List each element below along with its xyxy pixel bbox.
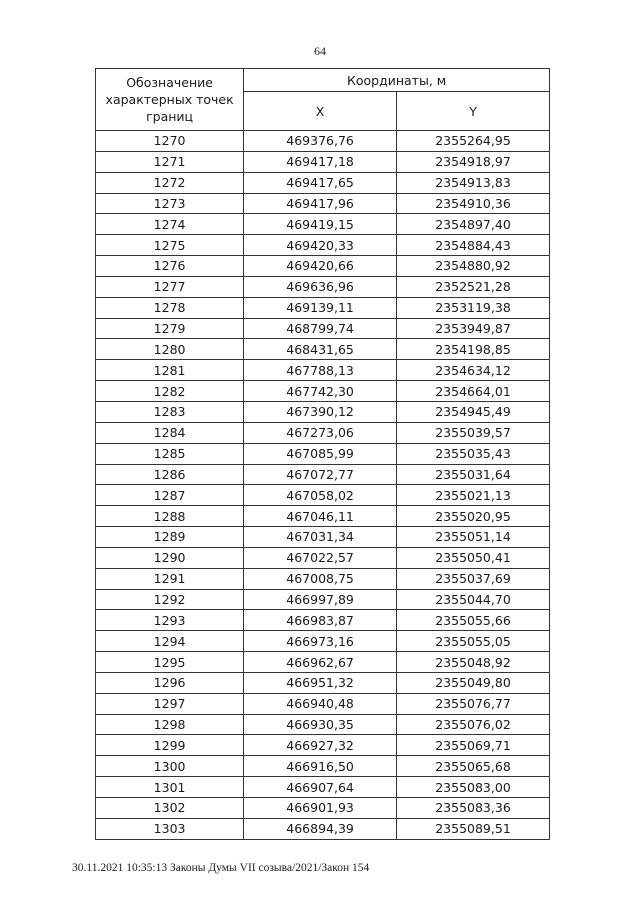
table-row <box>96 172 550 193</box>
cell-point-id: 1299 <box>96 735 244 756</box>
table-row <box>96 193 550 214</box>
table-row <box>96 818 550 839</box>
cell-point-id: 1272 <box>96 172 244 193</box>
cell-x: 468799,74 <box>244 318 397 339</box>
cell-x: 467031,34 <box>244 527 397 548</box>
cell-y: 2355083,00 <box>397 777 550 798</box>
cell-x: 468431,65 <box>244 339 397 360</box>
cell-y: 2355037,69 <box>397 568 550 589</box>
cell-y: 2355020,95 <box>397 506 550 527</box>
cell-point-id: 1297 <box>96 693 244 714</box>
header-coordinates: Координаты, м <box>244 69 550 92</box>
cell-y: 2354897,40 <box>397 214 550 235</box>
cell-y: 2355264,95 <box>397 131 550 152</box>
page-number: 64 <box>314 44 326 58</box>
table-row <box>96 401 550 422</box>
cell-x: 466916,50 <box>244 756 397 777</box>
table-row <box>96 547 550 568</box>
table-row <box>96 256 550 277</box>
cell-x: 469417,65 <box>244 172 397 193</box>
table-row <box>96 756 550 777</box>
cell-x: 467390,12 <box>244 401 397 422</box>
cell-y: 2355083,36 <box>397 798 550 819</box>
header-point-designation: Обозначение характерных точек границ <box>96 69 244 131</box>
cell-y: 2355076,77 <box>397 693 550 714</box>
table-row <box>96 318 550 339</box>
cell-point-id: 1288 <box>96 506 244 527</box>
cell-x: 466962,67 <box>244 652 397 673</box>
cell-y: 2354198,85 <box>397 339 550 360</box>
cell-x: 466930,35 <box>244 714 397 735</box>
cell-y: 2354634,12 <box>397 360 550 381</box>
header-y: Y <box>397 92 550 131</box>
table-row <box>96 672 550 693</box>
cell-x: 466983,87 <box>244 610 397 631</box>
cell-point-id: 1303 <box>96 818 244 839</box>
cell-y: 2353949,87 <box>397 318 550 339</box>
cell-point-id: 1292 <box>96 589 244 610</box>
table-row <box>96 381 550 402</box>
cell-point-id: 1300 <box>96 756 244 777</box>
cell-y: 2355065,68 <box>397 756 550 777</box>
cell-x: 467072,77 <box>244 464 397 485</box>
cell-y: 2355055,05 <box>397 631 550 652</box>
document-footer: 30.11.2021 10:35:13 Законы Думы VII созыва/2021/Закон 154 <box>72 862 370 874</box>
cell-y: 2354945,49 <box>397 401 550 422</box>
cell-y: 2354913,83 <box>397 172 550 193</box>
cell-point-id: 1298 <box>96 714 244 735</box>
cell-y: 2352521,28 <box>397 276 550 297</box>
cell-point-id: 1270 <box>96 131 244 152</box>
cell-point-id: 1275 <box>96 235 244 256</box>
cell-point-id: 1289 <box>96 527 244 548</box>
table-row <box>96 360 550 381</box>
cell-point-id: 1277 <box>96 276 244 297</box>
cell-x: 469419,15 <box>244 214 397 235</box>
cell-point-id: 1274 <box>96 214 244 235</box>
cell-x: 469139,11 <box>244 297 397 318</box>
table-row <box>96 131 550 152</box>
cell-x: 469417,18 <box>244 151 397 172</box>
cell-x: 467046,11 <box>244 506 397 527</box>
cell-point-id: 1287 <box>96 485 244 506</box>
table-row <box>96 485 550 506</box>
cell-point-id: 1280 <box>96 339 244 360</box>
cell-x: 467742,30 <box>244 381 397 402</box>
cell-point-id: 1276 <box>96 256 244 277</box>
cell-x: 466973,16 <box>244 631 397 652</box>
table-row <box>96 735 550 756</box>
table-row <box>96 276 550 297</box>
cell-y: 2354918,97 <box>397 151 550 172</box>
cell-point-id: 1282 <box>96 381 244 402</box>
table-row <box>96 798 550 819</box>
cell-y: 2355089,51 <box>397 818 550 839</box>
table-row <box>96 506 550 527</box>
cell-x: 469417,96 <box>244 193 397 214</box>
table-body <box>96 131 550 840</box>
cell-x: 466894,39 <box>244 818 397 839</box>
cell-x: 466907,64 <box>244 777 397 798</box>
cell-y: 2355050,41 <box>397 547 550 568</box>
cell-point-id: 1295 <box>96 652 244 673</box>
cell-x: 467085,99 <box>244 443 397 464</box>
cell-point-id: 1283 <box>96 401 244 422</box>
cell-y: 2355051,14 <box>397 527 550 548</box>
cell-y: 2355039,57 <box>397 422 550 443</box>
cell-y: 2355055,66 <box>397 610 550 631</box>
table-row <box>96 568 550 589</box>
cell-x: 466951,32 <box>244 672 397 693</box>
cell-point-id: 1284 <box>96 422 244 443</box>
cell-x: 466997,89 <box>244 589 397 610</box>
table-row <box>96 589 550 610</box>
table-row <box>96 777 550 798</box>
cell-x: 467788,13 <box>244 360 397 381</box>
cell-y: 2355049,80 <box>397 672 550 693</box>
cell-y: 2355035,43 <box>397 443 550 464</box>
cell-x: 467273,06 <box>244 422 397 443</box>
cell-point-id: 1296 <box>96 672 244 693</box>
cell-y: 2355044,70 <box>397 589 550 610</box>
cell-y: 2354910,36 <box>397 193 550 214</box>
cell-point-id: 1301 <box>96 777 244 798</box>
cell-y: 2355069,71 <box>397 735 550 756</box>
cell-y: 2355048,92 <box>397 652 550 673</box>
cell-y: 2355076,02 <box>397 714 550 735</box>
cell-x: 466927,32 <box>244 735 397 756</box>
cell-y: 2355021,13 <box>397 485 550 506</box>
cell-point-id: 1290 <box>96 547 244 568</box>
table-row <box>96 339 550 360</box>
cell-point-id: 1278 <box>96 297 244 318</box>
cell-x: 469420,66 <box>244 256 397 277</box>
cell-x: 467058,02 <box>244 485 397 506</box>
table-row <box>96 527 550 548</box>
cell-point-id: 1294 <box>96 631 244 652</box>
cell-point-id: 1291 <box>96 568 244 589</box>
cell-point-id: 1273 <box>96 193 244 214</box>
cell-point-id: 1293 <box>96 610 244 631</box>
cell-x: 467022,57 <box>244 547 397 568</box>
table-row <box>96 693 550 714</box>
table-row <box>96 464 550 485</box>
cell-point-id: 1279 <box>96 318 244 339</box>
cell-point-id: 1281 <box>96 360 244 381</box>
cell-point-id: 1286 <box>96 464 244 485</box>
cell-y: 2354880,92 <box>397 256 550 277</box>
cell-y: 2354884,43 <box>397 235 550 256</box>
cell-point-id: 1285 <box>96 443 244 464</box>
cell-x: 466901,93 <box>244 798 397 819</box>
table-row <box>96 443 550 464</box>
cell-y: 2354664,01 <box>397 381 550 402</box>
table-row <box>96 151 550 172</box>
cell-x: 469636,96 <box>244 276 397 297</box>
cell-y: 2353119,38 <box>397 297 550 318</box>
cell-x: 469420,33 <box>244 235 397 256</box>
cell-x: 469376,76 <box>244 131 397 152</box>
cell-x: 467008,75 <box>244 568 397 589</box>
table-row <box>96 610 550 631</box>
cell-x: 466940,48 <box>244 693 397 714</box>
cell-point-id: 1302 <box>96 798 244 819</box>
cell-point-id: 1271 <box>96 151 244 172</box>
header-x: X <box>244 92 397 131</box>
table-row <box>96 652 550 673</box>
table-row <box>96 214 550 235</box>
coordinates-table <box>95 68 550 840</box>
table-row <box>96 631 550 652</box>
table-row <box>96 235 550 256</box>
table-row <box>96 297 550 318</box>
cell-y: 2355031,64 <box>397 464 550 485</box>
table-row <box>96 714 550 735</box>
table-row <box>96 422 550 443</box>
